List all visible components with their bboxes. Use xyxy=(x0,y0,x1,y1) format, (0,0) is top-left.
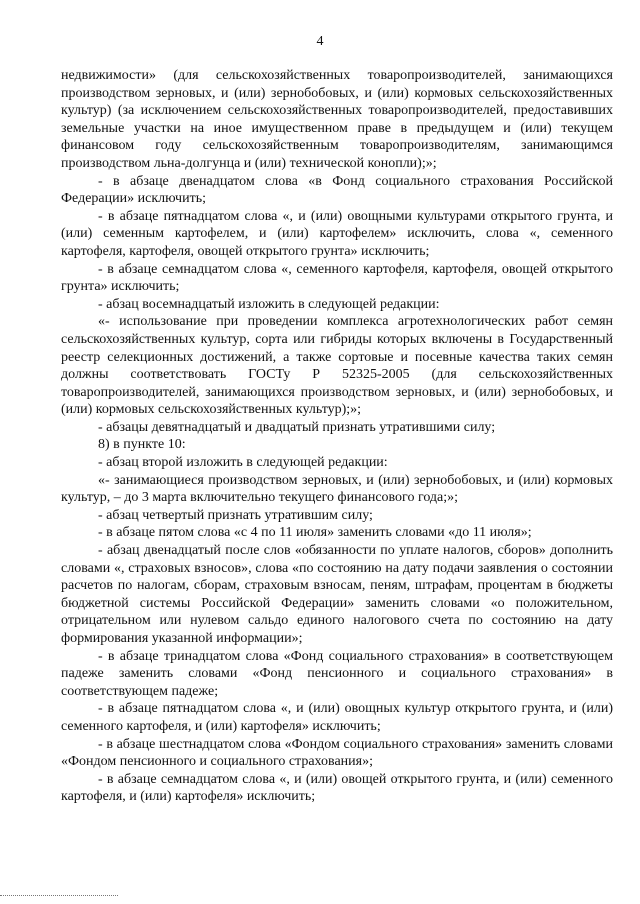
paragraph: - в абзаце семнадцатом слова «, и (или) овощей открытого грунта, и (или) семенного картофеля, и (или) картофеля» исключить; xyxy=(61,771,613,805)
paragraph: - в абзаце пятом слова «с 4 по 11 июля» заменить словами «до 11 июля»; xyxy=(98,525,532,541)
paragraph-continuation: недвижимости» (для сельскохозяйственных товаропроизводителей, занимающихся производством зерновых, и (или) зернобобовых, и (или) кормовых сельскохозяйственных культур) (за исключением сельскохозяйственных товаропроизводителей, предоставивших земельные участки на иное имущественном праве в предыдущем и (или) текущем финансовом году сельскохозяйственным товаропроизводителям, занимающимся производством льна-долгунца и (или) технической конопли);»; xyxy=(61,68,613,171)
paragraph: - в абзаце пятнадцатом слова «, и (или) овощными культурами открытого грунта, и (или) семенным картофелем, и (или) картофелем» исключить, слова «, семенного картофеля, картофеля, овощей открытого грунта» исключить; xyxy=(61,208,613,259)
paragraph: - абзац второй изложить в следующей редакции: xyxy=(98,455,388,471)
paragraph: - в абзаце шестнадцатом слова «Фондом социального страхования» заменить словами «Фондом пенсионного и социального страхования»; xyxy=(61,736,613,770)
page-number: 4 xyxy=(316,34,324,49)
paragraph: - в абзаце двенадцатом слова «в Фонд социального страхования Российской Федерации» исключить; xyxy=(61,173,613,207)
paragraph: - абзац восемнадцатый изложить в следующей редакции: xyxy=(98,296,440,312)
paragraph: 8) в пункте 10: xyxy=(98,437,186,453)
paragraph: - абзац двенадцатый после слов «обязанности по уплате налогов, сборов» дополнить словами «, страховых взносов», слова «по состоянию на дату подачи заявления о состоянии расчетов по налогам, сборам, страховым взносам, пеням, штрафам, процентам в бюджеты бюджетной системы Российской Федерации» заменить словами «о положительном, отрицательном или нулевом сальдо единого налогового счета по состоянию на дату формирования указанной информации»; xyxy=(61,543,613,646)
document-body xyxy=(61,67,613,806)
paragraph: «- занимающиеся производством зерновых, и (или) зернобобовых, и (или) кормовых культур, – до 3 марта включительно текущего финансового года;»; xyxy=(61,472,613,506)
paragraph: «- использование при проведении комплекса агротехнологических работ семян сельскохозяйственных культур, сорта или гибриды которых включены в Государственный реестр селекционных достижений, а также сортовые и посевные качества таких семян должны соответствовать ГОСТу Р 52325-2005 (для сельскохозяйственных товаропроизводителей, занимающихся производством зерновых, и (или) зернобобовых, и (или) кормовых сельскохозяйственных культур);»; xyxy=(61,314,613,418)
paragraph: - в абзаце семнадцатом слова «, семенного картофеля, картофеля, овощей открытого грунта» исключить; xyxy=(61,261,613,295)
paragraph: - в абзаце тринадцатом слова «Фонд социального страхования» в соответствующем падеже заменить словами «Фонд пенсионного и социального страхования» в соответствующем падеже; xyxy=(61,648,613,699)
paragraph: - в абзаце пятнадцатом слова «, и (или) овощных культур открытого грунта, и (или) семенного картофеля, и (или) картофеля» исключить; xyxy=(61,701,613,734)
paragraph: - абзацы девятнадцатый и двадцатый признать утратившими силу; xyxy=(98,419,496,435)
paragraph: - абзац четвертый признать утратившим силу; xyxy=(98,507,373,523)
footer-divider xyxy=(0,895,118,896)
